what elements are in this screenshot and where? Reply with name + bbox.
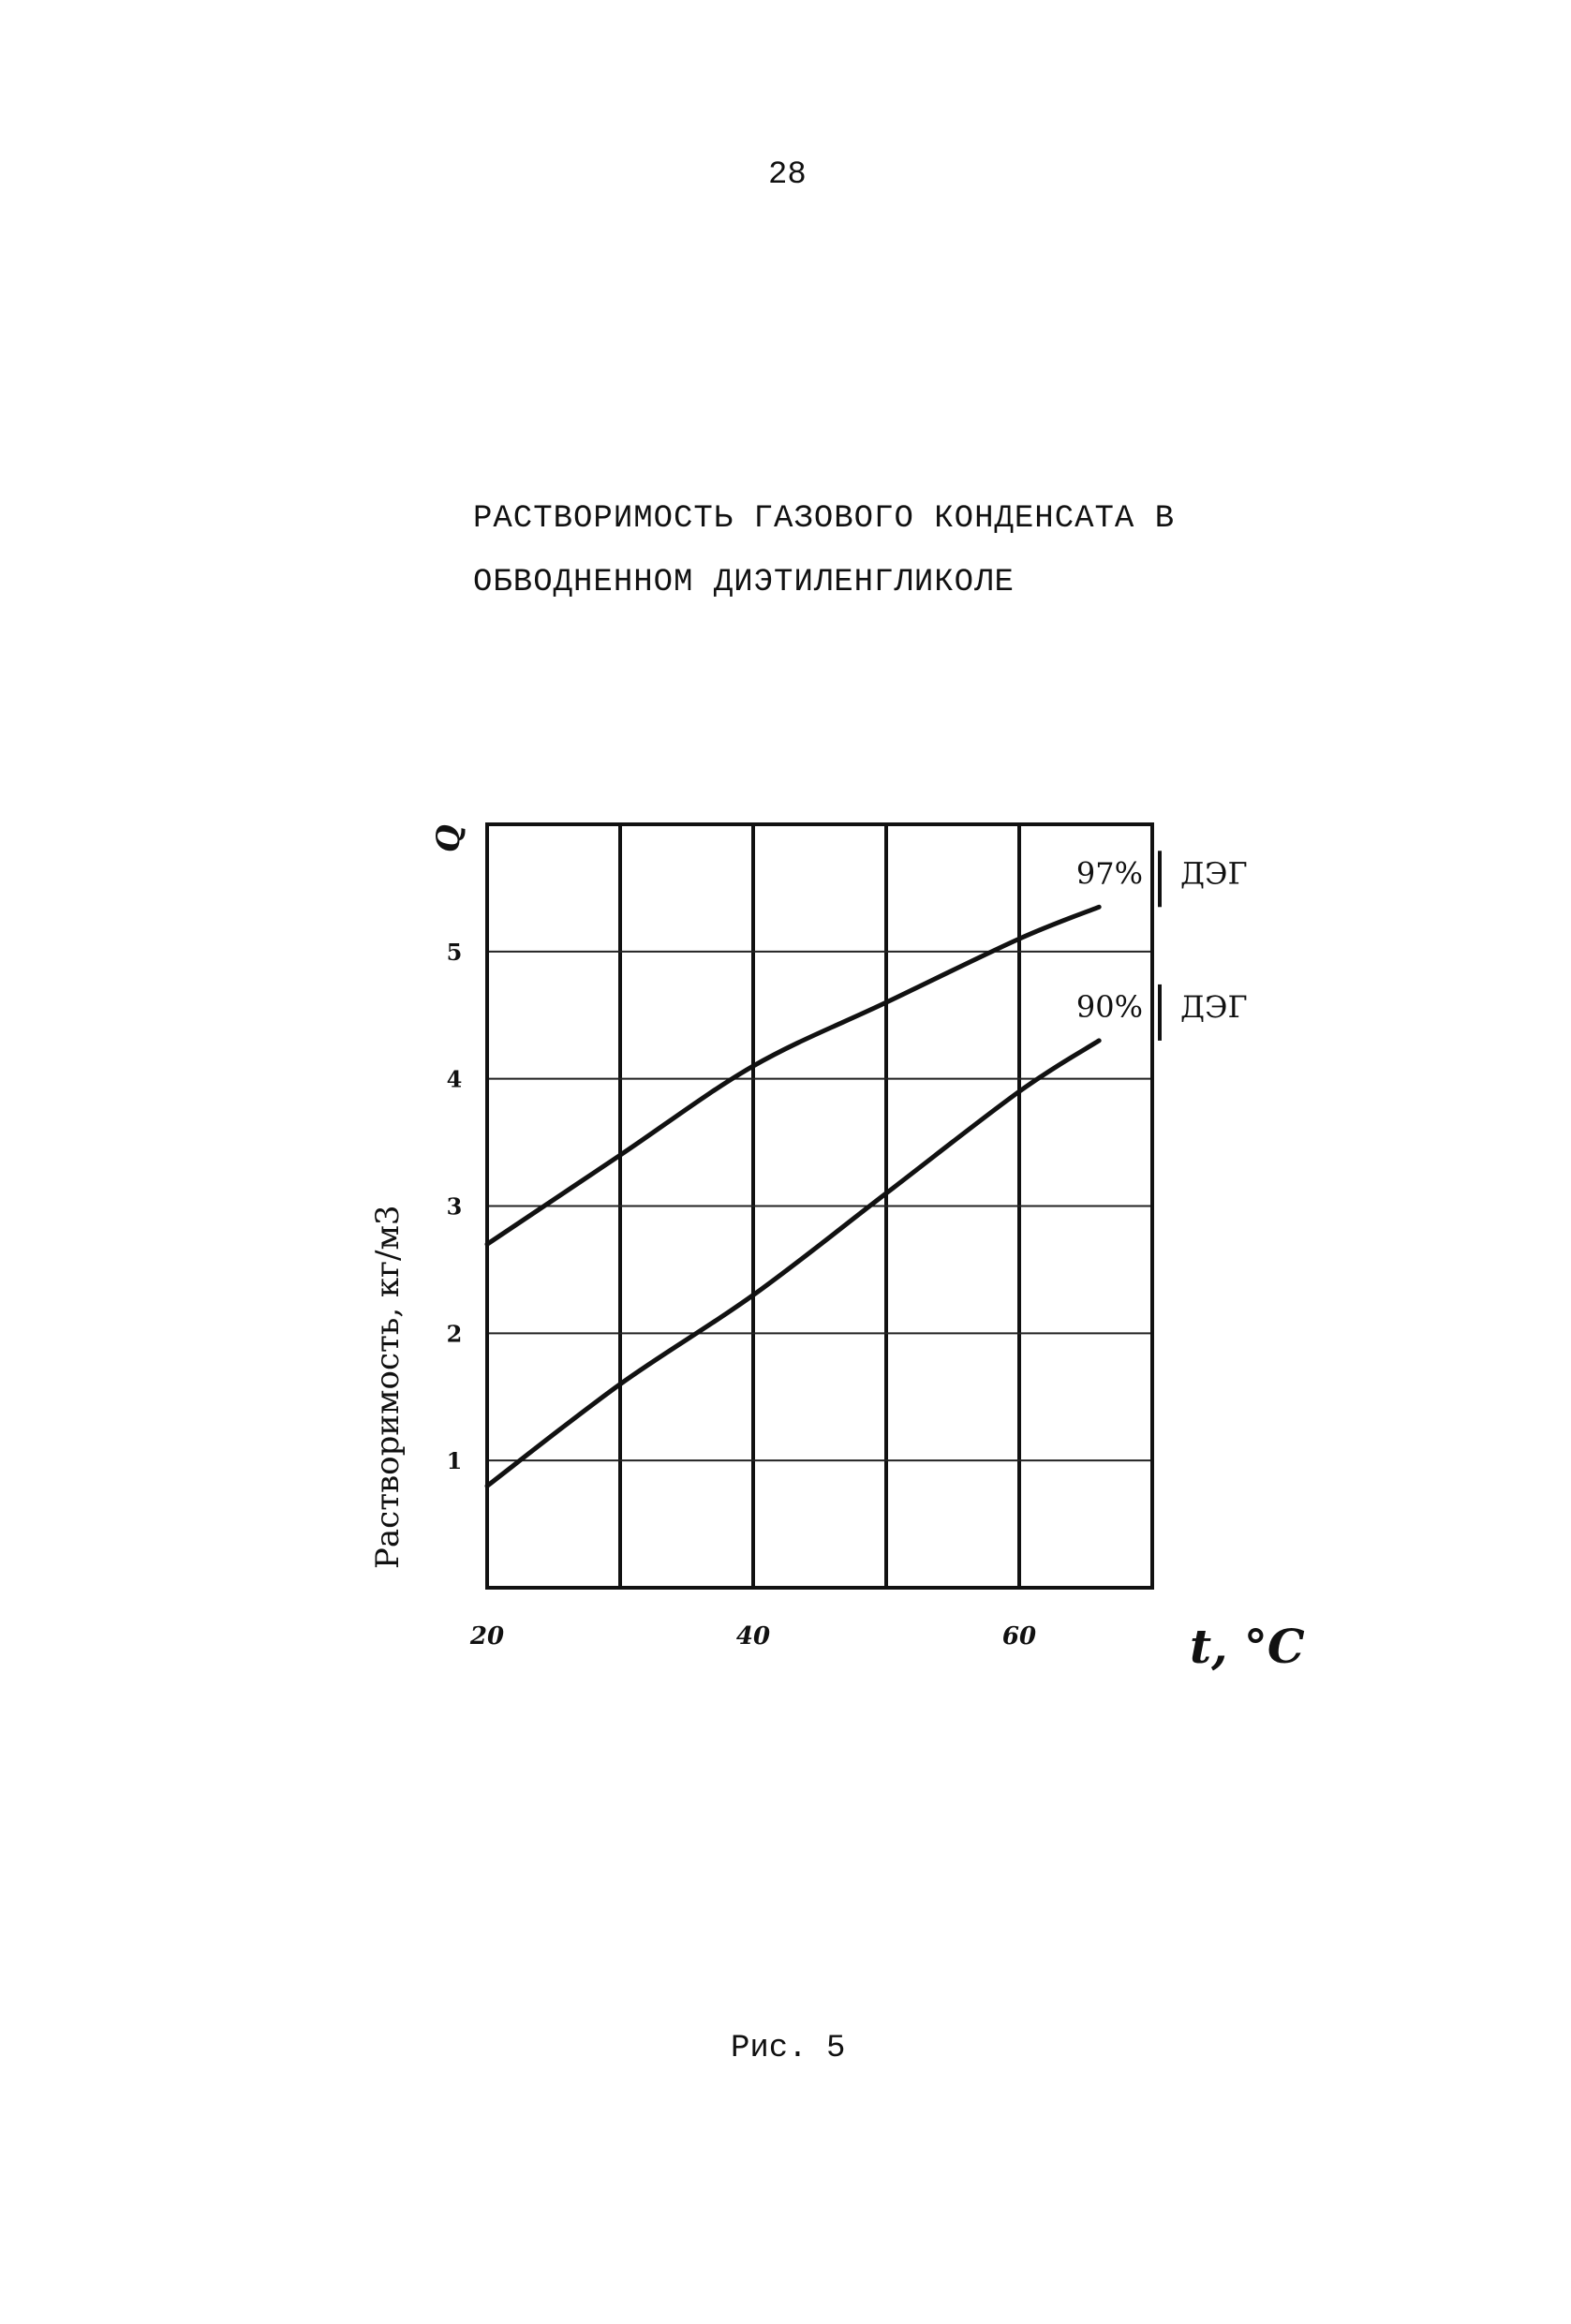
y-tick-label: 2 <box>446 1320 463 1348</box>
y-tick-label: 3 <box>446 1192 463 1221</box>
y-axis-label: Растворимость, кг/м3 <box>369 1205 407 1569</box>
series-percent-label: 90% <box>1075 988 1143 1025</box>
series-line-97 <box>487 907 1099 1244</box>
y-axis-symbol: Q <box>430 824 467 852</box>
title-line-1: РАСТВОРИМОСТЬ ГАЗОВОГО КОНДЕНСАТА В <box>473 501 1176 537</box>
figure-caption: Рис. 5 <box>731 2031 846 2066</box>
x-tick-label: 20 <box>469 1622 505 1650</box>
series-percent-label: 97% <box>1075 855 1143 892</box>
series-labels <box>1076 851 1248 1041</box>
y-tick-label: 4 <box>446 1065 463 1093</box>
title-line-2: ОБВОДНЕННОМ ДИЭТИЛЕНГЛИКОЛЕ <box>473 565 1015 600</box>
y-tick-label: 1 <box>446 1447 463 1475</box>
tick-labels <box>447 939 1036 1650</box>
x-tick-label: 60 <box>1001 1622 1037 1650</box>
grid <box>487 824 1152 1588</box>
x-axis-label: t, °C <box>1190 1619 1305 1674</box>
y-tick-label: 5 <box>446 938 463 966</box>
x-tick-label: 40 <box>735 1622 771 1650</box>
series-agent-label: ДЭГ <box>1180 988 1248 1025</box>
page-number: 28 <box>768 157 807 193</box>
series-line-90 <box>487 1041 1099 1486</box>
series-agent-label: ДЭГ <box>1180 855 1248 892</box>
series-layer <box>487 907 1099 1486</box>
